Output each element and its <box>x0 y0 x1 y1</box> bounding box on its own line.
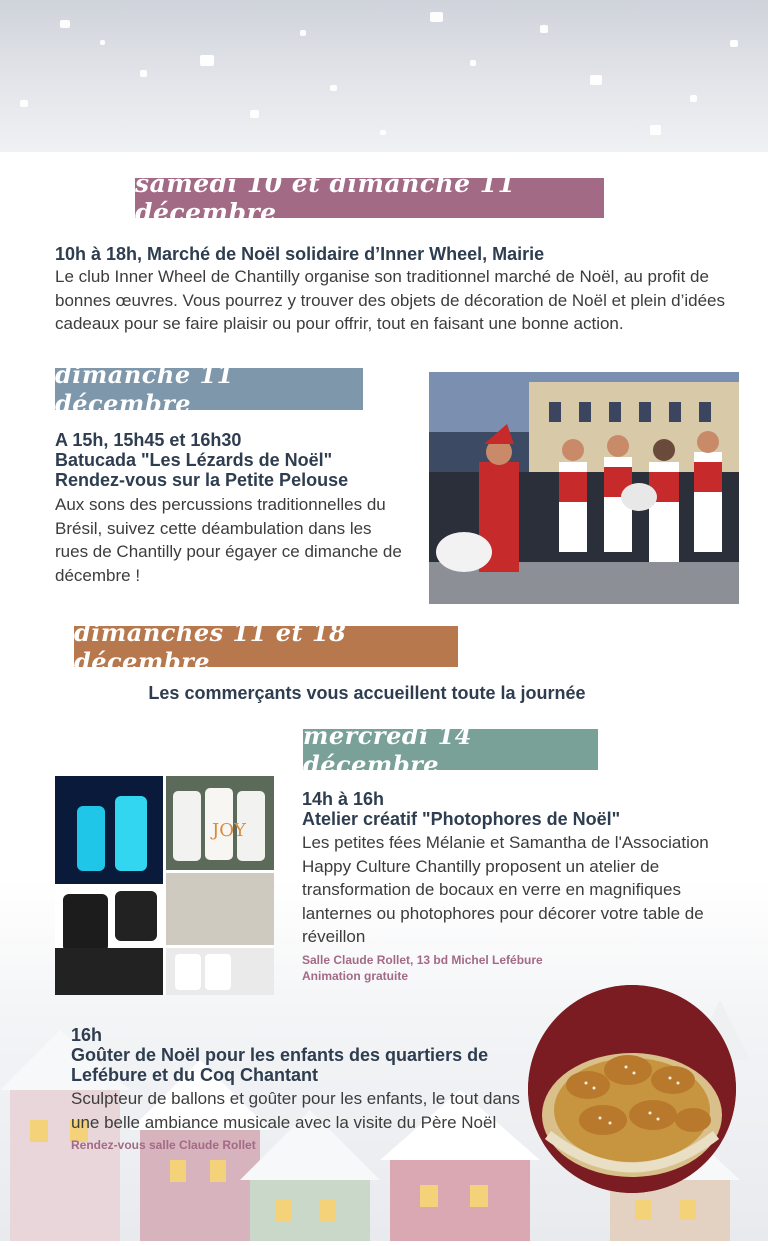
snack-name: Goûter de Noël pour les enfants des quartiers de <box>71 1045 489 1065</box>
banner-wednesday-14: mercredi 14 décembre <box>303 729 598 770</box>
market-title: 10h à 18h, Marché de Noël solidaire d’Inner Wheel, Mairie <box>55 244 545 264</box>
snowflake <box>470 60 476 66</box>
jar-word: JOY <box>212 820 246 841</box>
banner-weekend-10-11: samedi 10 et dimanche 11 décembre <box>135 178 604 218</box>
snack-name-cont: Lefébure et du Coq Chantant <box>71 1065 318 1085</box>
batucada-photo <box>429 372 739 604</box>
workshop-name: Atelier créatif "Photophores de Noël" <box>302 809 621 829</box>
market-description <box>55 265 745 336</box>
snowflake <box>200 55 214 66</box>
batucada-title <box>55 430 348 490</box>
workshop-line: transformation de bocaux en verre en magnifiques <box>302 880 681 899</box>
snowflake <box>100 40 105 45</box>
shops-open-text: Les commerçants vous accueillent toute la journée <box>148 683 586 703</box>
workshop-time: 14h à 16h <box>302 789 385 809</box>
snowflake <box>650 125 661 135</box>
snowflake <box>590 75 602 85</box>
workshop-description <box>302 831 742 949</box>
workshop-venue: Salle Claude Rollet, 13 bd Michel Lefébure <box>302 953 543 967</box>
batucada-time: A 15h, 15h45 et 16h30 <box>55 430 242 450</box>
market-line: bonnes œuvres. Vous pourrez y trouver des objets de décoration de Noël et plein d’idées <box>55 290 726 310</box>
snowflake <box>430 12 443 22</box>
snowy-header <box>0 0 768 152</box>
batucada-line: rues de Chantilly pour égayer ce dimanche de <box>55 542 402 561</box>
snowflake <box>140 70 147 77</box>
batucada-line: Brésil, suivez cette déambulation dans les <box>55 518 372 538</box>
pastries-photo <box>528 985 736 1193</box>
banner-sundays-11-18: dimanches 11 et 18 décembre <box>74 626 458 667</box>
batucada-line: Aux sons des percussions traditionnelles du <box>55 495 386 514</box>
snack-line: Sculpteur de ballons et goûter pour les enfants, le tout dans <box>71 1089 520 1108</box>
workshop-title <box>302 789 620 829</box>
batucada-description <box>55 493 405 587</box>
photophores-collage <box>55 776 274 995</box>
snowflake <box>20 100 28 107</box>
snowflake <box>300 30 306 36</box>
snack-title <box>71 1025 488 1085</box>
snack-time: 16h <box>71 1025 103 1045</box>
workshop-free: Animation gratuite <box>302 969 409 983</box>
snack-description <box>71 1087 531 1134</box>
batucada-line: décembre ! <box>55 565 141 585</box>
snack-venue: Rendez-vous salle Claude Rollet <box>71 1138 256 1152</box>
batucada-name: Batucada "Les Lézards de Noël" <box>55 450 333 470</box>
snowflake <box>690 95 697 102</box>
workshop-line: Happy Culture Chantilly proposent un atelier de <box>302 856 660 876</box>
workshop-line: lanternes ou photophores pour décorer votre table de <box>302 903 704 923</box>
snowflake <box>60 20 70 28</box>
workshop-notes <box>302 952 543 984</box>
workshop-line: Les petites fées Mélanie et Samantha de l'Association <box>302 833 709 852</box>
batucada-location: Rendez-vous sur la Petite Pelouse <box>55 470 349 490</box>
snowflake <box>330 85 337 91</box>
snowflake <box>540 25 548 33</box>
market-line: cadeaux pour se faire plaisir ou pour offrir, tout en faisant une bonne action. <box>55 314 624 333</box>
snowflake <box>380 130 386 135</box>
snowflake <box>730 40 738 47</box>
snack-line: une belle ambiance musicale avec la visite du Père Noël <box>71 1112 497 1132</box>
snowflake <box>250 110 259 118</box>
banner-sunday-11: dimanche 11 décembre <box>55 368 363 410</box>
workshop-line: réveillon <box>302 927 366 946</box>
market-line: Le club Inner Wheel de Chantilly organise son traditionnel marché de Noël, au profit de <box>55 267 709 286</box>
